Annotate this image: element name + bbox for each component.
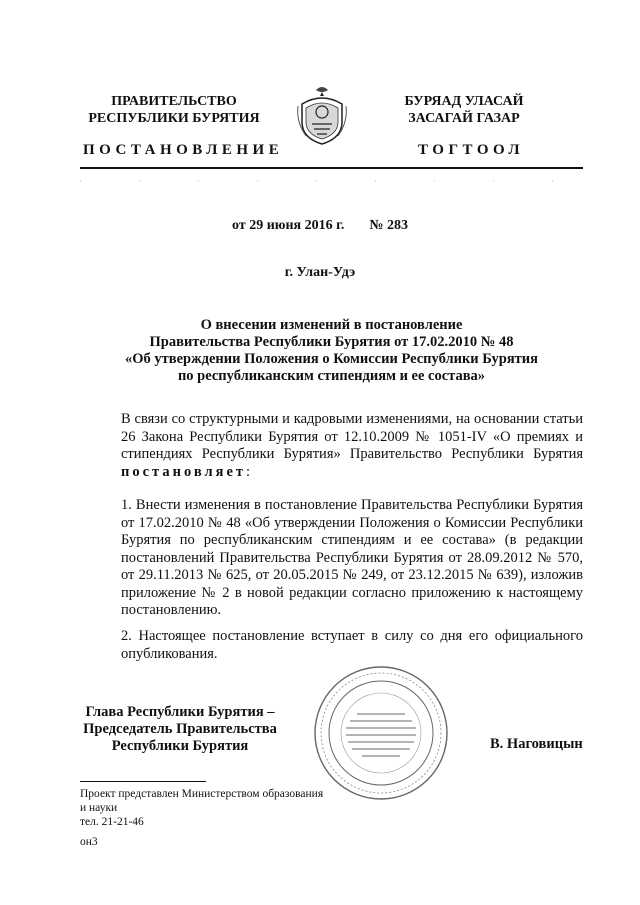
header-left-line2: РЕСПУБЛИКИ БУРЯТИЯ bbox=[88, 111, 260, 126]
preamble-paragraph bbox=[80, 411, 583, 481]
coat-of-arms-icon bbox=[296, 82, 348, 146]
resolves-word: постановляет bbox=[121, 463, 247, 480]
signatory-name: В. Наговицын bbox=[490, 736, 583, 752]
item-2-paragraph bbox=[80, 628, 583, 663]
header-right-line2: ЗАСАГАЙ ГАЗАР bbox=[408, 111, 520, 126]
title-line: по республиканским стипендиям и ее состава» bbox=[177, 368, 486, 384]
item-2-text: 2. Настоящее постановление вступает в силу со дня его официального опубликования. bbox=[121, 628, 583, 662]
title-line: «Об утверждении Положения о Комиссии Республики Бурятия bbox=[124, 351, 538, 367]
preamble-text: В связи со структурными и кадровыми изменениями, на основании статьи 26 Закона Республики Бурятия от 12.10.2009 № 1051-IV «О премиях и стипендиях Республики Бурятия» Правительство Республики Бурятия bbox=[121, 411, 583, 462]
document-city: г. Улан-Удэ bbox=[284, 265, 356, 280]
header-right bbox=[355, 93, 573, 127]
header-right-line1: БУРЯАД УЛАСАЙ bbox=[404, 94, 524, 109]
document-date: от 29 июня 2016 г. bbox=[232, 218, 345, 233]
resolves-colon: : bbox=[246, 463, 251, 480]
document-title bbox=[80, 317, 583, 385]
document-number: № 283 bbox=[369, 218, 408, 233]
official-seal-icon bbox=[312, 664, 450, 802]
position-line: Глава Республики Бурятия – bbox=[85, 704, 275, 720]
document-kind-bua: ТОГТООЛ bbox=[418, 142, 525, 158]
header-left-line1: ПРАВИТЕЛЬСТВО bbox=[111, 94, 237, 109]
document-date-line bbox=[0, 218, 640, 234]
position-line: Республики Бурятия bbox=[111, 738, 249, 754]
footer-line: Проект представлен Министерством образования bbox=[80, 788, 324, 800]
item-1-paragraph bbox=[80, 497, 583, 620]
footer-line: и науки bbox=[80, 802, 118, 814]
signatory-position bbox=[80, 704, 280, 755]
header-dotted-rule bbox=[80, 172, 583, 180]
position-line: Председатель Правительства bbox=[83, 721, 277, 737]
footer-line: он3 bbox=[80, 836, 98, 848]
title-line: О внесении изменений в постановление bbox=[200, 317, 463, 333]
item-1-text: 1. Внести изменения в постановление Правительства Республики Бурятия от 17.02.2010 № 48 «Об утверждении Положения о Комиссии Республики Бурятия по республиканским стипендиям и ее состава» (в редакции постановлений Правительства Республики Бурятия от 28.09.2012 № 570, от 29.11.2013 № 625, от 20.05.2015 № 249, от 23.12.2015 № 639), изложив приложение № 2 в новой редакции согласно приложению к настоящему постановлению. bbox=[121, 497, 583, 618]
footer-line: тел. 21-21-46 bbox=[80, 816, 144, 828]
header-left bbox=[60, 93, 288, 127]
footer-note bbox=[80, 787, 400, 849]
document-kind-ru: ПОСТАНОВЛЕНИЕ bbox=[83, 142, 284, 158]
header-divider bbox=[80, 167, 583, 169]
title-line: Правительства Республики Бурятия от 17.02.2010 № 48 bbox=[149, 334, 514, 350]
footer-divider bbox=[80, 781, 206, 782]
